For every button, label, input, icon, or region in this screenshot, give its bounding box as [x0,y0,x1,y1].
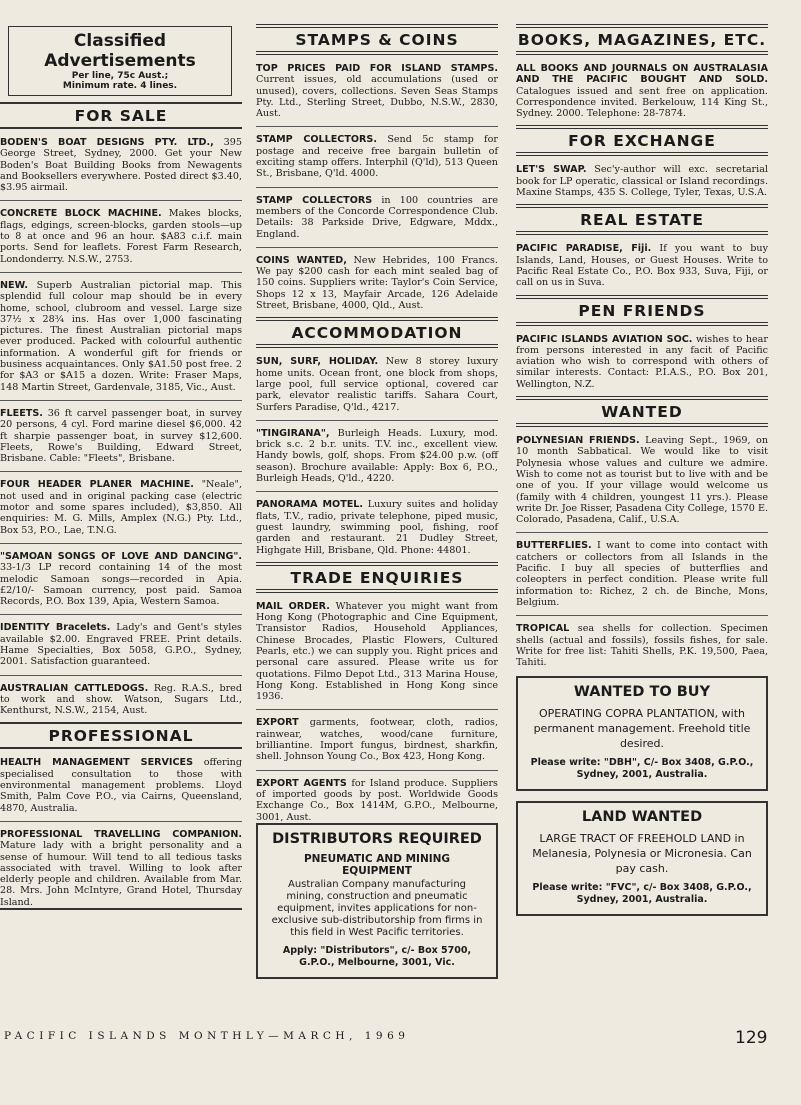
wanted-ads [516,435,768,668]
ad-item [0,551,242,607]
land-wanted-box [516,801,768,916]
ad-item [256,499,498,555]
professional-ads [0,757,242,908]
ad-item [516,435,768,525]
ad-body: Send 5c stamp for postage and receive free bargain bulletin of exciting stamp offers. Interphil (Q'ld), 513 Queen St., Brisbane, Q'ld. 4000. [256,134,498,180]
ad-lead: PACIFIC ISLANDS AVIATION SOC. [516,333,693,345]
ad-item [256,778,498,823]
ad-item [516,243,768,288]
ad-item [516,623,768,668]
ad-body: sea shells for collection. Specimen shells (actual and fossils), fossils fishes, for sale. Write for free list: Tahiti Shells, P.K. 19,500, Paea, Tahiti. [516,623,768,669]
ad-lead: PROFESSIONAL TRAVELLING COMPANION. [0,828,242,840]
distributors-body: Australian Company manufacturing mining, construction and pneumatic equipment, invites applications for non-exclusive sub-distributorship from firms in this field in West Pacific territories. [271,878,483,938]
ad-body: Catalogues issued and sent free on application. Correspondence invited. Berkelouw, 114 King St., Sydney. 2000. Telephone: 28-7874. [516,85,768,120]
ad-lead: EXPORT AGENTS [256,777,347,789]
ad-divider [516,532,768,533]
ad-body: Current issues, old accumulations (used or unused), covers, collections. Seven Seas Stamps Pty. Ltd., Sterling Street, Dubbo, N.S.W., 2830, Aust. [256,74,498,120]
ad-body: Lady's and Gent's styles available $2.00. Engraved FREE. Print details. Hame Specialties, Box 5058, G.P.O., Sydney, 2001. Satisfaction guaranteed. [0,622,242,668]
trade-ads [256,601,498,823]
ad-divider [0,614,242,615]
ad-item [0,829,242,908]
ad-lead: FOUR HEADER PLANER MACHINE. [0,479,194,491]
ad-lead: "SAMOAN SONGS OF LOVE AND DANCING". [0,550,242,562]
ad-body: New 8 storey luxury home units. Ocean front, one block from shops, large pool, full service optional, covered car park, elevator realistic tariffs. Sahara Court, Surfers Paradise, Q'ld., 4217. [256,356,498,413]
ad-body: Whatever you might want from Hong Kong (Photographic and Cine Equipment, Transistor Radios, Household Appliances, Chinese Brocades, Plastic Flowers, Cultured Pearls, etc.) we can supply you. Right prices and personal care assured. Please write us for quotations. Filmo Depot Ltd., 313 Marina House, Hong Kong. Established in Hong Kong since 1936. [256,600,498,703]
ad-divider [256,770,498,771]
ad-divider [0,272,242,273]
column-end-rule [0,908,242,910]
ad-lead: MAIL ORDER. [256,600,330,612]
ad-item [516,540,768,608]
ad-body: in 100 countries are members of the Concorde Correspondence Club. Details: 38 Parkside Drive, Edgware, Mddx., England. [256,194,498,240]
ad-body: Burleigh Heads. Luxury, mod. brick s.c. 2 b.r. units. T.V. inc., excellent view. Handy bowls, golf, shops. From $24.00 p.w. (off season). Brochure available: Apply: Box 6, P.O., Burleigh Heads, Q'ld., 4220. [256,427,498,485]
ad-item [0,622,242,667]
ad-body: Reg. R.A.S., bred to work and show. Watson, Sugars Ltd., Kenthurst, N.S.W., 2154, Aust. [0,682,242,717]
ad-item [256,255,498,311]
ad-body: offering specialised consultation to those with environmental management problems. Lloyd Smith, Palm Cove P.O., via Cairns, Queensland, 4870, Australia. [0,757,242,814]
page-footer: PACIFIC ISLANDS MONTHLY—MARCH, 1969 [4,1030,410,1042]
ad-divider [256,709,498,710]
section-heading-accommodation: ACCOMMODATION [256,317,498,348]
ad-lead: LET'S SWAP. [516,164,587,176]
ad-item [0,479,242,535]
ad-body: Sec'y-author will exc. secretarial book for LP operatic, classical or Island recordings. Maxine Stamps, 435 S. College, Tyler, Texas, U.S.A. [516,164,768,199]
books-ads [516,63,768,119]
ad-item [0,137,242,193]
ad-lead: CONCRETE BLOCK MACHINE. [0,208,162,220]
ad-item [0,683,242,717]
ad-body: wishes to hear from persons interested in any facit of Pacific aviation who wish to correspond with others of similar interests. Contact: P.I.A.S., P.O. Box 201, Wellington, N.Z. [516,333,768,390]
ad-lead: PANORAMA MOTEL. [256,499,364,511]
ad-divider [256,126,498,127]
section-heading-for-sale: FOR SALE [0,102,242,129]
ad-body: 395 George Street, Sydney, 2000. Get your New Boden's Boat Building Books from Newagents and Booksellers everywhere. Posted direct $3.40, $3.95 airmail. [0,137,242,194]
ad-divider [0,400,242,401]
ad-lead: PACIFIC PARADISE, Fiji. [516,243,652,255]
ad-item [0,208,242,264]
ad-item [256,601,498,703]
column-right [516,18,768,916]
ad-item [256,428,498,484]
wanted-to-buy-body: OPERATING COPRA PLANTATION, with permanent management. Freehold title desired. [533,707,751,751]
ad-divider [256,187,498,188]
ad-divider [256,491,498,492]
ad-item [516,63,768,119]
classified-header-box [8,26,232,96]
page-number: 129 [735,1028,768,1048]
for-sale-ads [0,137,242,716]
ad-body: If you want to buy Islands, Land, Houses, or Guest Houses. Write to Pacific Real Estate Co., P.O. Box 933, Suva, Fiji, or call on us in Suva. [516,243,768,289]
accommodation-ads [256,356,498,555]
ad-lead: AUSTRALIAN CATTLEDOGS. [0,682,149,694]
ad-lead: BUTTERFLIES. [516,540,592,552]
ad-lead: POLYNESIAN FRIENDS. [516,435,640,447]
column-middle [256,18,498,979]
wanted-to-buy-box [516,676,768,791]
real-estate-ads [516,243,768,288]
ad-lead: IDENTITY Bracelets. [0,622,111,634]
rate-line-2: Minimum rate. 4 lines. [62,81,178,91]
land-wanted-apply: Please write: "FVC", c/- Box 3408, G.P.O., Sydney, 2001, Australia. [532,882,752,906]
ad-body: garments, footwear, cloth, radios, rainwear, watches, wood/cane furniture, brilliantine. Import fungus, birdnest, sharkfin, shell. Johnson Young Co., Box 423, Hong Kong. [256,717,498,763]
wanted-to-buy-apply: Please write: "DBH", C/- Box 3408, G.P.O., Sydney, 2001, Australia. [530,757,754,781]
ad-lead: TOP PRICES PAID FOR ISLAND STAMPS. [256,63,498,74]
exchange-ads [516,164,768,198]
ad-lead: FLEETS. [0,407,43,419]
ad-lead: "TINGIRANA", [256,427,330,439]
rate-line-1: Per line, 75c Aust.; [71,71,169,81]
section-heading-pen-friends: PEN FRIENDS [516,295,768,326]
section-heading-wanted: WANTED [516,396,768,427]
section-heading-stamps-coins: STAMPS & COINS [256,24,498,55]
section-heading-real-estate: REAL ESTATE [516,204,768,235]
ad-lead: EXPORT [256,717,299,729]
ad-lead: ALL BOOKS AND JOURNALS ON AUSTRALASIA AND THE PACIFIC BOUGHT AND SOLD. [516,63,768,86]
ad-divider [0,675,242,676]
ad-item [0,757,242,813]
ad-body: for Island produce. Suppliers of imported goods by post. Worldwide Goods Exchange Co., Box 1414M, G.P.O., Melbourne, 3001, Aust. [256,777,498,823]
stamps-ads [256,63,498,311]
ad-item [256,195,498,240]
ad-item [256,63,498,119]
ad-body: Superb Australian pictorial map. This splendid full colour map should be in every home, school, clubroom and vessel. Large size 37½ x 28¾ ins. Has over 1,000 fascinating pictures. The finest Australian pictorial maps ever produced. Packed with colourful authentic information. A wonderful gift for friends or business acquaintances. Only $A1.50 post free. 2 for $A3 or $A15 a dozen. Write: Fraser Maps, 148 Martin Street, Gardenvale, 3185, Vic., Aust. [0,279,242,393]
ad-item [516,164,768,198]
ad-divider [0,471,242,472]
pen-friends-ads [516,334,768,390]
section-heading-for-exchange: FOR EXCHANGE [516,125,768,156]
ad-lead: TROPICAL [516,623,570,635]
classified-title: Classified Advertisements [44,31,196,71]
ad-item [516,334,768,390]
ad-lead: STAMP COLLECTORS [256,194,373,206]
ad-body: Mature lady with a bright personality and a sense of humour. Will tend to all tedious tasks associated with travel. Willing to look after elderly people and children. Available from Mar. 28. Mrs. John McIntyre, Grand Hotel, Thursday Island. [0,840,242,908]
distributors-title: DISTRIBUTORS REQUIRED [272,830,482,847]
distributors-box [256,823,498,979]
ad-lead: COINS WANTED, [256,254,347,266]
land-wanted-title: LAND WANTED [581,809,703,826]
ad-item [0,408,242,464]
ad-divider [256,420,498,421]
ad-lead: NEW. [0,279,29,291]
ad-body: 36 ft carvel passenger boat, in survey 20 persons, 4 cyl. Ford marine diesel $6,000. 42 ft sharpie passenger boat, in survey $12,600. Fleets, Rowe's Building, Edward Street, Brisbane. Cable: "Fleets", Brisbane. [0,407,242,465]
ad-divider [256,247,498,248]
ad-body: Makes blocks, flags, edgings, screen-blocks, garden stools—up to 8 at once and 96 an hour. $A83 c.i.f. main ports. Send for leaflets. Forest Farm Research, Londonderry. N.S.W., 2753. [0,208,242,265]
land-wanted-body: LARGE TRACT OF FREEHOLD LAND in Melanesia, Polynesia or Micronesia. Can pay cash. [532,832,752,876]
ad-lead: BODEN'S BOAT DESIGNS PTY. LTD., [0,137,214,148]
ad-item [256,134,498,179]
ad-divider [0,543,242,544]
ad-body: Leaving Sept., 1969, on 10 month Sabbatical. We would like to visit Polynesia whose values and culture we admire. Wish to come not as tourist but to live with and be one of you. If your village would welcome us (family with 4 children, youngest 11 yrs.). Please write Dr. Joe Risser, Pasadena City College, 1570 E. Colorado, Pasadena, Calif., U.S.A. [516,435,768,526]
wanted-to-buy-title: WANTED TO BUY [573,684,711,701]
ad-item [256,717,498,762]
ad-body: 33-1/3 LP record containing 14 of the most melodic Samoan songs—recorded in Apia. £2/10/- Samoan currency, post paid. Samoa Records, P.O. Box 139, Apia, Western Samoa. [0,562,242,608]
ad-divider [516,615,768,616]
section-heading-books: BOOKS, MAGAZINES, ETC. [516,24,768,55]
section-heading-professional: PROFESSIONAL [0,722,242,749]
ad-lead: STAMP COLLECTORS. [256,134,377,146]
ad-body: Luxury suites and holiday flats, T.V., radio, private telephone, piped music, guest laundry, swimming pool, fishing, roof garden and restaurant. 21 Dudley Street, Highgate Hill, Brisbane, Qld. Phone: 44801. [256,499,498,556]
ad-body: "Neale", not used and in original packing case (electric motor and some spares included), $3,850. All enquiries: M. G. Mills, Amplex (N.G.) Pty. Ltd., Box 53, P.O., Lae, T.N.G. [0,479,242,536]
section-heading-trade-enquiries: TRADE ENQUIRIES [256,562,498,593]
ad-lead: HEALTH MANAGEMENT SERVICES [0,757,194,769]
ad-divider [0,200,242,201]
distributors-apply: Apply: "Distributors", c/- Box 5700, G.P.O., Melbourne, 3001, Vic. [282,944,472,968]
distributors-subtitle: PNEUMATIC AND MINING EQUIPMENT [303,852,451,877]
ad-divider [0,821,242,822]
ad-body: I want to come into contact with catchers or collectors from all Islands in the Pacific. I buy all species of butterflies and coleopters in perfect condition. Please write full information to: Richez, 2 ch. de Binche, Mons, Belgium. [516,540,768,608]
ad-item [0,280,242,393]
ad-item [256,356,498,412]
ad-body: New Hebrides, 100 Francs. We pay $200 cash for each mint sealed bag of 150 coins. Suppliers write: Taylor's Coin Service, Shops 12 x 13, Mayfair Arcade, 126 Adelaide Street, Brisbane, 4000, Qld., Aust. [256,254,498,312]
column-left [0,18,242,910]
ad-lead: SUN, SURF, HOLIDAY. [256,356,379,368]
